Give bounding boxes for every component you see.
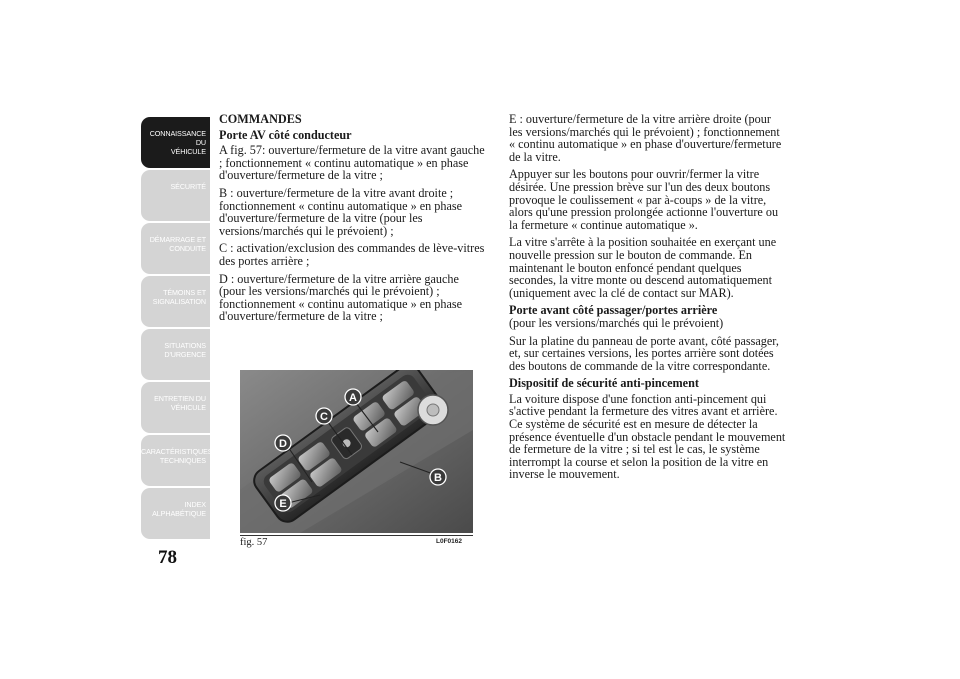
paragraph-c: C : activation/exclusion des commandes de lève-vitres des portes arrière ; <box>219 241 485 268</box>
tab-temoins-et-signalisation[interactable]: TÉMOINS ET SIGNALISATION <box>141 276 210 327</box>
tab-connaissance-du-vehicule[interactable]: CONNAISSANCE DU VÉHICULE <box>141 117 210 168</box>
chapter-sidebar <box>141 117 213 541</box>
paragraph-d: D : ouverture/fermeture de la vitre arrière gauche (pour les versions/marchés qui le prévoient) ; fonctionnement « continu automatique » en phase d'ouverture/fermeture de la vitre ; <box>219 271 463 324</box>
tab-index-alphabetique[interactable]: INDEX ALPHABÉTIQUE <box>141 488 210 539</box>
tab-caracteristiques-techniques[interactable]: CARACTÉRISTIQUES TECHNIQUES <box>141 435 210 486</box>
window-switch-panel-illustration <box>240 370 473 533</box>
callout-c <box>316 408 332 424</box>
paragraph-passenger-note: (pour les versions/marchés qui le prévoient) <box>509 315 724 330</box>
paragraph-passenger: Sur la platine du panneau de porte avant, côté passager, et, sur certaines versions, les portes arrière sont dotées des boutons de commande de la vitre correspondante. <box>509 333 779 373</box>
callout-d <box>275 435 291 451</box>
tab-situations-d-urgence[interactable]: SITUATIONS D'URGENCE <box>141 329 210 380</box>
callout-b <box>430 469 446 485</box>
svg-text:B: B <box>434 472 442 484</box>
paragraph-a: A fig. 57: ouverture/fermeture de la vitre avant gauche ; fonctionnement « continu automatique » en phase d'ouverture/fermeture de la vitre ; <box>219 143 485 183</box>
paragraph-stop: La vitre s'arrête à la position souhaitée en exerçant une nouvelle pression sur le bouton de commande. En maintenant le bouton enfoncé pendant quelques secondes, la vitre monte ou descend automatiquement (uniquement avec la clé de contact sur MAR). <box>509 235 777 300</box>
subheading-passenger-door: Porte avant côté passager/portes arrière <box>509 303 718 318</box>
figure-caption: fig. 57 <box>240 537 268 548</box>
subheading-anti-pinch: Dispositif de sécurité anti-pincement <box>509 376 699 391</box>
svg-text:D: D <box>279 438 287 450</box>
figure-code: L0F0162 <box>436 538 463 545</box>
svg-text:A: A <box>349 392 357 404</box>
paragraph-b: B : ouverture/fermeture de la vitre avant droite ; fonctionnement « continu automatique » en phase d'ouverture/fermeture de la vitre (pour les versions/marchés qui le prévoient) ; <box>219 185 463 238</box>
section-heading: COMMANDES <box>219 112 302 126</box>
paragraph-anti-pinch: La voiture dispose d'une fonction anti-pincement qui s'active pendant la fermeture des vitres avant et arrière. Ce système de sécurité est en mesure de détecter la présence éventuelle d'un obstacle pendant le mouvement de fermeture de la vitre ; si tel est le cas, le système interrompt la course et selon la position de la vitre en inverse le mouvement. <box>509 391 786 482</box>
figure-window-controls <box>240 370 473 533</box>
tab-demarrage-et-conduite[interactable]: DÉMARRAGE ET CONDUITE <box>141 223 210 274</box>
tab-securite[interactable]: SÉCURITÉ <box>141 170 210 221</box>
svg-text:C: C <box>320 411 328 423</box>
tab-entretien-du-vehicule[interactable]: ENTRETIEN DU VÉHICULE <box>141 382 210 433</box>
figure-rule <box>240 535 473 536</box>
subheading-driver-door: Porte AV côté conducteur <box>219 127 352 142</box>
paragraph-press: Appuyer sur les boutons pour ouvrir/fermer la vitre désirée. Une pression brève sur l'un des deux boutons provoque le coulissement « par à-coups » de la vitre, alors qu'une pression prolongée actionne l'ouverture ou la fermeture « continue automatique ». <box>509 167 779 232</box>
text-column-right <box>509 113 786 486</box>
page-number: 78 <box>158 547 177 568</box>
callout-e <box>275 495 291 511</box>
svg-text:E: E <box>279 498 287 510</box>
callout-a <box>345 389 361 405</box>
text-column-left <box>219 113 487 328</box>
paragraph-e: E : ouverture/fermeture de la vitre arrière droite (pour les versions/marchés qui le prévoient) ; fonctionnement « continu automatique » en phase d'ouverture/fermeture de la vitre. <box>509 112 782 164</box>
